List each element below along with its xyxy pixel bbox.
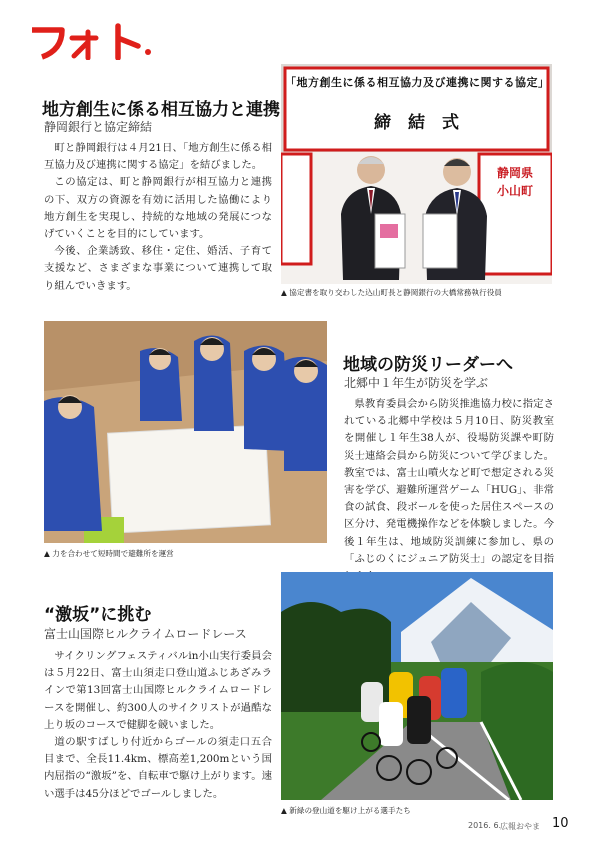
section-title: 地域の防災リーダーへ <box>343 355 513 375</box>
paragraph: 町と静岡銀行は４月21日、「地方創生に係る相互協力及び連携に関する協定」を結びました。 <box>44 142 272 172</box>
disaster-drill-photo <box>44 321 327 543</box>
article-body <box>344 396 554 585</box>
photo-caption: ▲ 協定書を取り交わした込山町長と静岡銀行の大橋常務執行役員 <box>281 288 502 297</box>
page-number: 10 <box>552 816 569 831</box>
section-title: “激坂”に挑む <box>44 605 152 625</box>
section-subtitle: 北郷中１年生が防災を学ぶ <box>344 376 489 390</box>
ceremony-sign-line1: 「地方創生に係る相互協力及び連携に関する協定」 <box>285 76 550 89</box>
town-banner: 静岡県小山町 <box>496 166 533 198</box>
photo-caption: ▲ 新緑の登山道を駆け上がる選手たち <box>281 806 411 815</box>
paragraph: 今後、企業誘致、移住・定住、婚活、子育て支援など、さまざまな事業について連携して取り組んでいきます。 <box>44 245 272 292</box>
agreement-photo <box>281 64 552 284</box>
paragraph: サイクリングフェスティバルin小山実行委員会は５月22日、富士山須走口登山道ふじあざみラインで第13回富士山国際ヒルクライムロードレースを開催し、約300人のサイクリストが過酷な上り坂のコースで健脚を競いました。 <box>44 650 272 731</box>
ceremony-sign-line2: 締 結 式 <box>374 113 459 133</box>
article-body <box>44 648 272 803</box>
paragraph: この協定は、町と静岡銀行が相互協力と連携の下、双方の資源を有効に活用した協働により地方創生を実現し、持続的な地域の発展につなげていくことを目的にしています。 <box>44 176 272 241</box>
section-subtitle: 富士山国際ヒルクライムロードレース <box>44 627 247 641</box>
photo-section-logo <box>28 20 158 60</box>
footer-issue: 2016. 6. <box>468 821 502 830</box>
article-body <box>44 140 272 295</box>
hillclimb-photo <box>281 572 553 800</box>
section-title: 地方創生に係る相互協力と連携 <box>42 100 280 120</box>
paragraph: 道の駅すばしり付近からゴールの須走口五合目まで、全長11.4km、標高差1,200mという国内屈指の“激坂”を、自転車で駆け上がります。速い選手は45分ほどでゴールしました。 <box>44 736 272 800</box>
paragraph: 県教育委員会から防災推進協力校に指定されている北郷中学校は５月10日、防災教室を開催し１年生38人が、役場防災課や町防災士連絡会員から防災について学びました。教室では、富士山噴火など町で想定される災害を学び、避難所運営ゲーム「HUG」、非常食の試食、段ボールを使った居住スペースの区分け、発電機操作などを体験しました。今後１年生は、地域防災訓練に参加し、県の「ふじのくにジュニア防災士」の認定を目指 <box>344 398 554 565</box>
photo-caption: ▲ 力を合わせて短時間で避難所を運営 <box>44 549 174 558</box>
section-subtitle: 静岡銀行と協定締結 <box>44 120 153 134</box>
footer-magazine: 広報おやま <box>500 822 540 831</box>
